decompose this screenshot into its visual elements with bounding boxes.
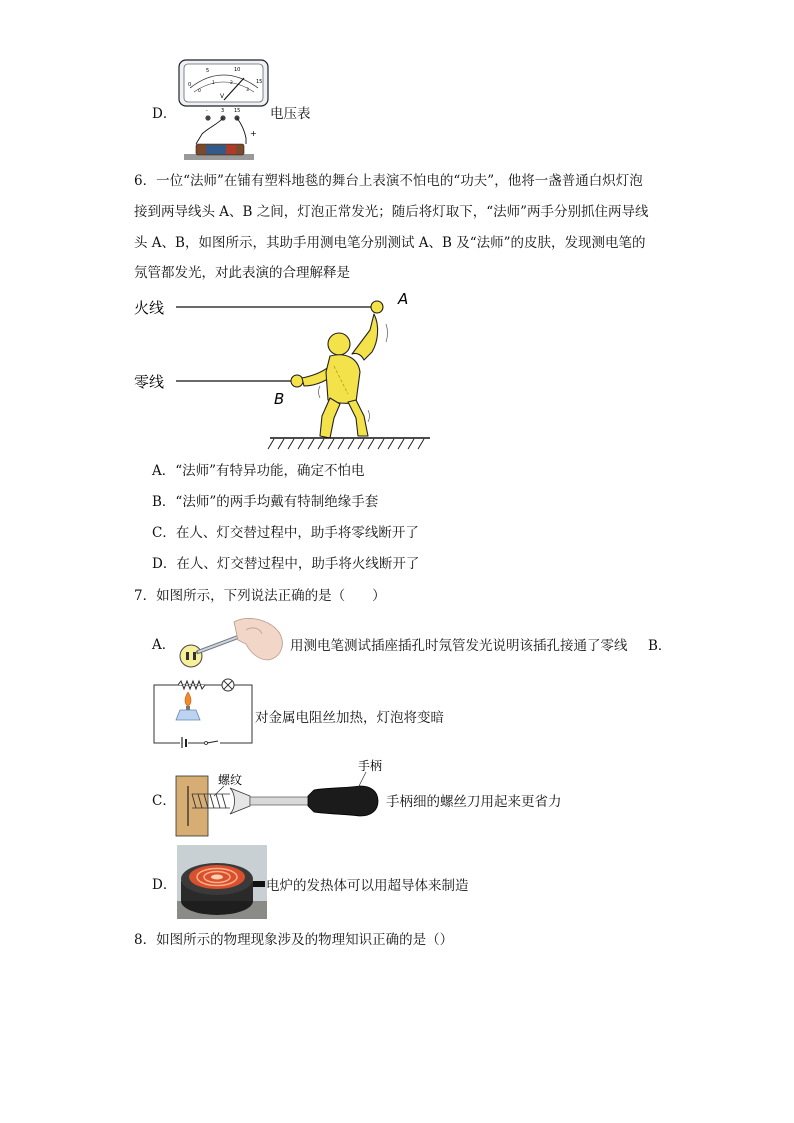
q6-option-c[interactable]: C．在人、灯交替过程中，助手将零线断开了 [152,525,419,541]
scale-bottom-1: 1 [212,81,215,86]
q7-option-a-text: 用测电笔测试插座插孔时氖管发光说明该插孔接通了零线 [290,638,628,654]
q7-option-b-text: 对金属电阻丝加热，灯泡将变暗 [255,710,444,726]
handle-label: 手柄 [358,759,383,773]
screwdriver-shaft [250,797,310,805]
scale-bottom-0: 0 [198,89,201,94]
q7-option-a-letter[interactable]: A． [152,637,176,653]
point-b-terminal [291,375,303,387]
point-b-label: B [274,390,285,408]
option-letter: D． [152,106,177,122]
q6-stem-line-2: 接到两导线头 A、B 之间，灯泡正常发光；随后将灯取下，“法师”两手分别抓住两导线 [134,204,649,220]
q7-option-c-letter[interactable]: C． [152,793,176,809]
person-figure [302,314,378,438]
voltmeter-caption: 电压表 [270,106,311,122]
socket-icon [180,645,202,667]
screwdriver-handle-icon [308,786,378,816]
q8-stem: 8．如图所示的物理现象涉及的物理知识正确的是（） [134,932,454,948]
screw-head-icon [230,788,250,814]
q7-option-b-letter[interactable]: B． [648,638,672,654]
q7-option-d-text: 电炉的发热体可以用超导体来制造 [266,878,469,894]
alcohol-lamp-flame-icon [185,692,191,706]
voltmeter-figure [178,58,272,164]
neutral-wire-label: 零线 [134,373,165,391]
q6-stem-line-4: 氖管都发光，对此表演的合理解释是 [134,265,350,281]
resistance-wire-icon [178,681,205,689]
screwdriver-figure [174,756,384,838]
scale-bottom-3: 3 [246,88,249,93]
q6-option-a[interactable]: A．“法师”有特异功能，确定不怕电 [152,463,365,479]
electric-stove-figure [177,845,267,919]
q6-stem-line-3: 头 A、B，如图所示，其助手用测电笔分别测试 A、B 及“法师”的皮肤，发现测电笔的 [134,235,646,251]
scale-bottom-2: 2 [230,81,233,86]
terminal-minus: - [206,108,208,114]
q6-option-b[interactable]: B．“法师”的两手均戴有特制绝缘手套 [152,494,379,510]
terminal-15: 15 [234,108,241,114]
test-pen-socket-figure [176,612,288,670]
q7-option-c-text: 手柄细的螺丝刀用起来更省力 [386,794,562,810]
q7-option-d-letter[interactable]: D． [152,877,177,893]
scale-top-5: 5 [206,68,210,74]
thread-label: 螺纹 [218,773,243,787]
live-wire-label: 火线 [134,299,165,317]
heating-circuit-figure [152,676,256,748]
point-a-label: A [398,290,409,308]
unit-label: V [220,93,225,100]
q6-stem-line-1: 6．一位“法师”在铺有塑料地毯的舞台上表演不怕电的“功夫”，他将一盏普通白炽灯泡 [134,173,643,189]
q6-figure [134,286,444,456]
wood-block [176,776,208,836]
plus-sign: + [250,129,257,138]
terminal-3: 3 [221,108,225,114]
q7-stem: 7．如图所示，下列说法正确的是（ ） [134,588,386,604]
point-a-terminal [371,301,383,313]
scale-top-0: 0 [188,82,192,88]
q6-option-d[interactable]: D．在人、灯交替过程中，助手将火线断开了 [152,556,420,572]
scale-top-10: 10 [234,67,241,73]
scale-top-15: 15 [256,79,263,85]
